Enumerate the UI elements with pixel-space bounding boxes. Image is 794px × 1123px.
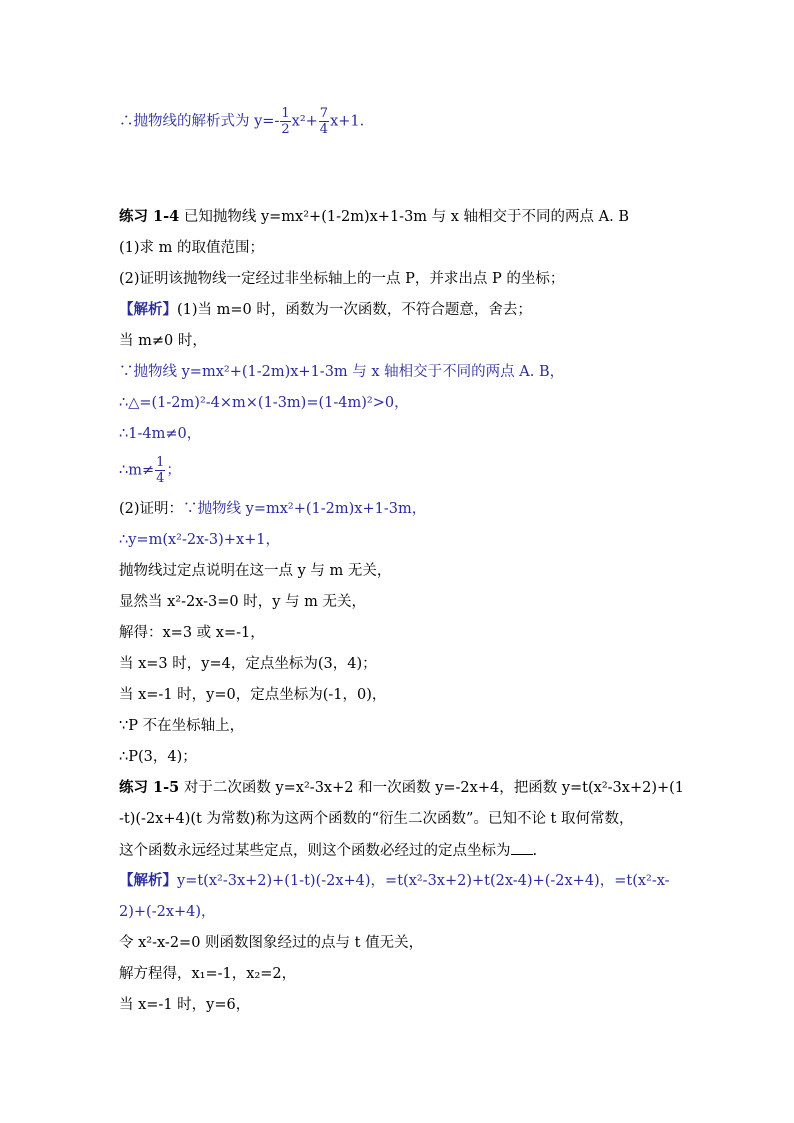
analysis-text: y=t(x²-3x+2)+(1-t)(-2x+4)，=t(x²-3x+2)+t(2x-4)+(-2x+4)，=t(x²-x- [177,873,670,889]
exercise-1-5-line-2: -t)(-2x+4)(t 为常数)称为这两个函数的“衍生二次函数”。已知不论 t 取何常数， [119,811,634,827]
proof-label: (2)证明： [119,501,184,517]
exercise-heading: 练习 1-4 [119,208,180,225]
ex15-analysis-line-3: 令 x²-x-2=0 则函数图象经过的点与 t 值无关， [119,935,424,951]
analysis-line-3: ∵抛物线 y=mx²+(1-2m)x+1-3m 与 x 轴相交于不同的两点 A. B， [119,364,565,380]
analysis-line-2: 当 m≠0 时， [119,333,207,349]
analysis-line-11: 解得：x=3 或 x=-1， [119,625,265,641]
frac-denominator: 2 [281,122,290,137]
ex15-analysis-line-1 [119,871,670,891]
exercise-end: . [532,843,538,859]
analysis-line-15: ∴P(3，4)； [119,749,197,765]
proof-text: ∵抛物线 y=mx²+(1-2m)x+1-3m， [183,501,427,517]
analysis-tag: 【解析】 [119,872,177,889]
conclusion-prefix: ∴抛物线的解析式为 y=- [119,113,280,130]
answer-blank [511,840,533,855]
ex15-analysis-line-5: 当 x=-1 时，y=6， [119,997,251,1013]
analysis-line-4: ∴△=(1-2m)²-4×m×(1-3m)=(1-4m)²>0， [119,395,409,411]
frac-numerator: 1 [156,455,165,470]
conclusion-end: x+1. [330,113,365,130]
analysis-line-5: ∴1-4m≠0， [119,426,202,442]
analysis-line-12: 当 x=3 时，y=4，定点坐标为(3，4)； [119,656,377,672]
analysis-line-1 [119,300,532,320]
frac-numerator: 7 [319,106,329,121]
exercise-text: 对于二次函数 y=x²-3x+2 和一次函数 y=-2x+4，把函数 y=t(x²-3x+2)+(1 [183,780,685,796]
exercise-text: 已知抛物线 y=mx²+(1-2m)x+1-3m 与 x 轴相交于不同的两点 A. B [183,209,629,225]
analysis-prefix: ∴m≠ [119,462,155,479]
analysis-line-9: 抛物线过定点说明在这一点 y 与 m 无关， [119,563,392,579]
exercise-1-5-line-3 [119,840,537,861]
frac-denominator: 4 [319,122,329,137]
analysis-line-6 [119,455,181,486]
fraction-one-fourth [155,455,165,486]
ex15-analysis-line-4: 解方程得，x₁=-1，x₂=2， [119,966,297,982]
conclusion-mid: x²+ [291,113,318,130]
analysis-tag: 【解析】 [119,301,177,318]
frac-numerator: 1 [281,106,290,121]
analysis-text: (1)当 m=0 时，函数为一次函数，不符合题意，舍去； [177,302,532,318]
frac-denominator: 4 [156,471,165,486]
fraction-seven-fourths [319,106,329,137]
question-2: (2)证明该抛物线一定经过非坐标轴上的一点 P，并求出点 P 的坐标； [119,271,565,287]
ex15-analysis-line-2: 2)+(-2x+4)， [119,904,216,920]
exercise-1-5-line-1 [119,778,684,798]
analysis-line-13: 当 x=-1 时，y=0，定点坐标为(-1，0)， [119,687,387,703]
question-1: (1)求 m 的取值范围； [119,240,265,256]
conclusion-line [119,106,364,137]
analysis-line-10: 显然当 x²-2x-3=0 时，y 与 m 无关， [119,594,367,610]
exercise-text: 这个函数永远经过某些定点，则这个函数必经过的定点坐标为 [119,843,511,859]
fraction-one-half [280,106,290,137]
analysis-line-7 [119,499,426,519]
analysis-line-8: ∴y=m(x²-2x-3)+x+1， [119,532,280,548]
analysis-line-14: ∵P 不在坐标轴上， [119,718,245,734]
analysis-suffix: ； [166,462,181,479]
exercise-1-4-statement [119,207,629,227]
exercise-heading: 练习 1-5 [119,779,180,796]
